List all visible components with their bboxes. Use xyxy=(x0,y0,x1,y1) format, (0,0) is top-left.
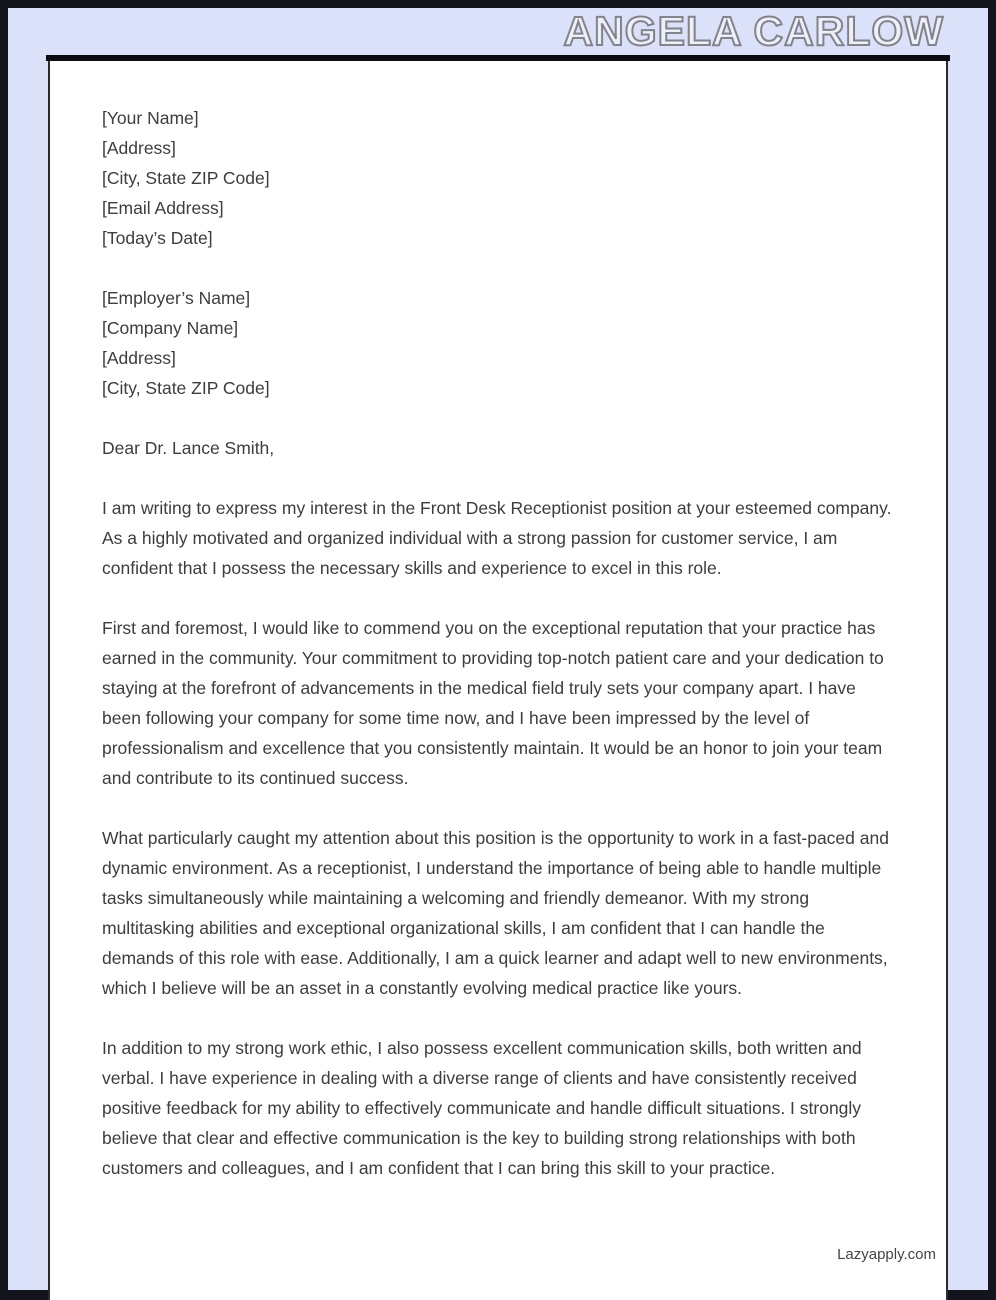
recipient-address-line: [Employer’s Name] xyxy=(102,288,251,308)
letter-page xyxy=(48,57,948,1300)
letter-paragraph: What particularly caught my attention about this position is the opportunity to work in a fast-paced and dynamic environment. As a receptionist, I understand the importance of being able to handle multiple tasks simultaneously while maintaining a welcoming and friendly demeanor. With my strong multitasking abilities and exceptional organizational skills, I am confident that I can handle the demands of this role with ease. Additionally, I am a quick learner and adapt well to new environments, which I believe will be an asset in a constantly evolving medical practice like yours. xyxy=(102,828,889,998)
sender-address-line: [Today’s Date] xyxy=(102,228,213,248)
letter-paragraph: I am writing to express my interest in the Front Desk Receptionist position at your esteemed company. As a highly motivated and organized individual with a strong passion for customer service, I am confident that I possess the necessary skills and experience to excel in this role. xyxy=(102,498,892,578)
letter-paragraph: First and foremost, I would like to commend you on the exceptional reputation that your practice has earned in the community. Your commitment to providing top-notch patient care and your dedication to staying at the forefront of advancements in the medical field truly sets your company apart. I have been following your company for some time now, and I have been impressed by the level of professionalism and excellence that you consistently maintain. It would be an honor to join your team and contribute to its continued success. xyxy=(102,618,884,788)
sender-address-line: [Email Address] xyxy=(102,198,224,218)
letter-body xyxy=(50,59,946,1183)
sender-address-block xyxy=(102,103,892,253)
sender-address-line: [Address] xyxy=(102,138,176,158)
salutation: Dear Dr. Lance Smith, xyxy=(102,438,275,458)
divider-bar xyxy=(46,55,950,61)
recipient-address-line: [Company Name] xyxy=(102,318,239,338)
page-title: ANGELA CARLOW xyxy=(563,8,944,54)
recipient-address-line: [City, State ZIP Code] xyxy=(102,378,270,398)
recipient-address-line: [Address] xyxy=(102,348,176,368)
sender-address-line: [Your Name] xyxy=(102,108,199,128)
letter-paragraphs xyxy=(102,493,892,1183)
letter-paragraph: In addition to my strong work ethic, I also possess excellent communication skills, both written and verbal. I have experience in dealing with a diverse range of clients and have consistently received positive feedback for my ability to effectively communicate and handle difficult situations. I strongly believe that clear and effective communication is the key to building strong relationships with both customers and colleagues, and I am confident that I can bring this skill to your practice. xyxy=(102,1038,862,1178)
sender-address-line: [City, State ZIP Code] xyxy=(102,168,270,188)
watermark: Lazyapply.com xyxy=(837,1246,936,1263)
recipient-address-block xyxy=(102,283,892,403)
